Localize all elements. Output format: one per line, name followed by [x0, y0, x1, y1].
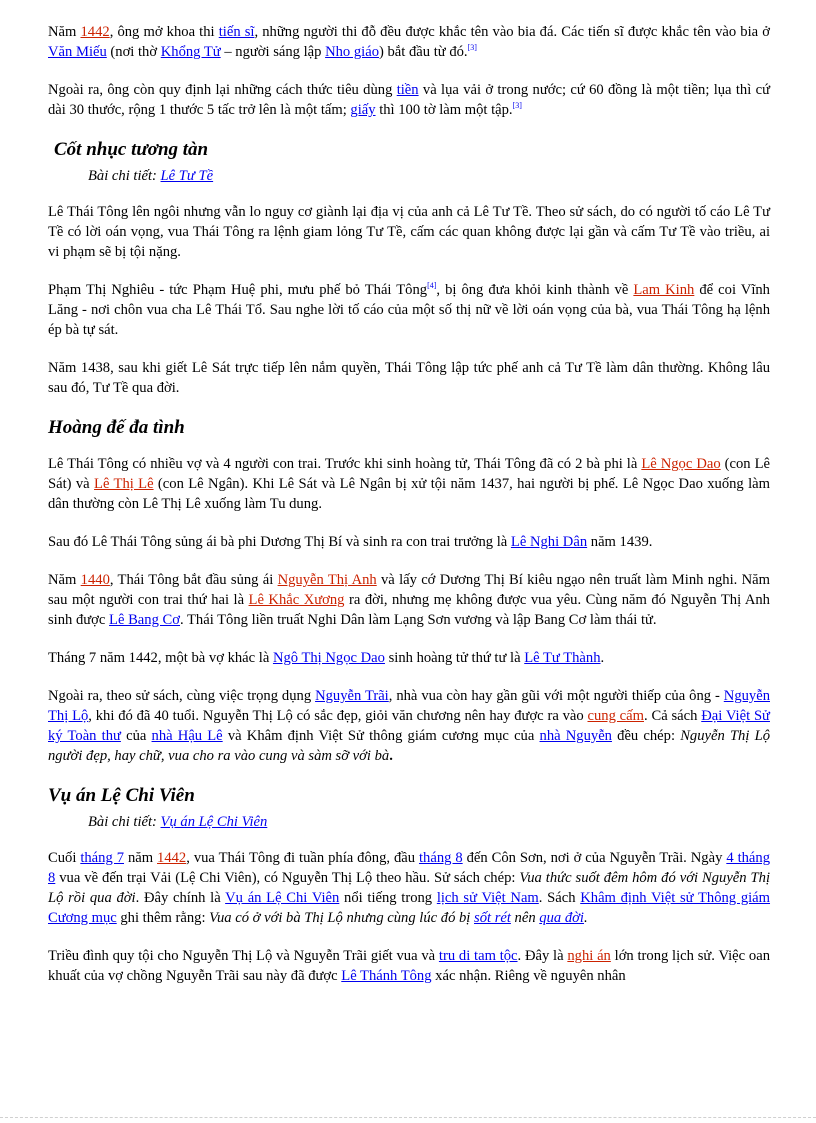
text: , ông mở khoa thi — [109, 24, 219, 40]
link-thang-7[interactable]: tháng 7 — [80, 850, 124, 866]
link-le-bang-co[interactable]: Lê Bang Cơ — [109, 612, 180, 628]
text: để coi Vĩnh Lăng - nơi chôn vua cha Lê Thái Tổ. Sau nghe lời tố cáo của một số thị nữ về lời oán vọng của bà, vua Thái Tông hạ lệnh ép bà tự sát. — [48, 282, 770, 338]
paragraph-tu-te: Lê Thái Tông lên ngôi nhưng vẫn lo nguy cơ giành lại địa vị của anh cả Lê Tư Tề. Theo sử sách, do có người tố cáo Lê Tư Tề có lời oán vọng, vua Thái Tông ra lệnh giam lỏng Tư Tề, cấm các quan không được lại gần và cấm Tư Tề vào triều, ai vi phạm sẽ bị tội nặng. — [48, 204, 770, 260]
detail-label: Bài chi tiết: — [88, 168, 161, 184]
link-nha-nguyen[interactable]: nhà Nguyễn — [539, 728, 612, 744]
quote: Nguyễn Thị Lộ người đẹp, hay chữ, vua cho ra vào cung và sàm sỡ với bà — [48, 728, 771, 764]
quote: . — [583, 910, 588, 926]
ref-link[interactable]: [4] — [427, 281, 437, 291]
text: đến Côn Sơn, nơi ở của Nguyễn Trãi. Ngày — [462, 850, 727, 866]
text: Cuối — [48, 850, 81, 866]
text: và Khâm định Việt Sử thông giám cương mục của — [222, 728, 540, 744]
quote: Vua thức suốt đêm hôm đó với Nguyễn Thị Lộ rồi qua đời — [48, 870, 771, 906]
text: , những người thi đỗ đều được khắc tên vào bia đá. Các tiến sĩ được khắc tên vào bia ở — [254, 24, 770, 40]
text: và lấy cớ Dương Thị Bí kiêu ngạo nên truất làm Minh nghi. Năm sau một người con trai thứ hai là — [48, 572, 770, 608]
paragraph-exam — [48, 22, 770, 62]
link-vu-an-le-chi-vien[interactable]: Vụ án Lệ Chi Viên — [160, 814, 268, 830]
link-giay[interactable]: giấy — [350, 102, 376, 118]
link-dai-viet-su-ky[interactable]: Đại Việt Sử ký Toàn thư — [48, 708, 770, 744]
ref-link[interactable]: [3] — [467, 43, 477, 53]
text: năm — [124, 850, 158, 866]
paragraph-currency — [48, 80, 770, 120]
text: ghi thêm rằng: — [116, 910, 210, 926]
text: , khi đó đã 40 tuổi. Nguyễn Thị Lộ có sắc đẹp, giỏi văn chương nên hay được ra vào — [88, 708, 588, 724]
text: Phạm Thị Nghiêu - tức Phạm Huệ phi, mưu phế bỏ Thái Tông — [48, 282, 428, 298]
link-cung-cam[interactable]: cung cấm — [587, 708, 644, 724]
text: Ngoài ra, theo sử sách, cùng việc trọng dụng — [48, 688, 316, 704]
link-nguyen-trai[interactable]: Nguyễn Trãi — [315, 688, 389, 704]
link-tien-si[interactable]: tiến sĩ — [218, 24, 255, 40]
text: . Cả sách — [644, 708, 702, 724]
link-thang-8[interactable]: tháng 8 — [418, 850, 463, 866]
link-nghi-an[interactable]: nghi án — [567, 948, 611, 964]
text: Năm — [48, 572, 81, 588]
text: – người sáng lập — [220, 44, 326, 60]
text: đều chép: — [611, 728, 681, 744]
link-tru-di-tam-toc[interactable]: tru di tam tộc — [438, 948, 518, 964]
text: năm 1439. — [587, 534, 653, 550]
link-4-thang-8[interactable]: 4 tháng 8 — [48, 850, 770, 886]
text: ) bắt đầu từ đó. — [379, 44, 468, 60]
paragraph-nghi-dan — [48, 532, 770, 552]
text: . Đây là — [517, 948, 568, 964]
link-le-thanh-tong[interactable]: Lê Thánh Tông — [341, 968, 432, 984]
text: , vua Thái Tông đi tuần phía đông, đầu — [186, 850, 419, 866]
text: lớn trong lịch sử. Việc oan khuất của vợ chồng Nguyễn Trãi sau này đã được — [48, 948, 770, 984]
detail-article-note — [88, 812, 770, 832]
text: thì 100 tờ làm một tập. — [375, 102, 513, 118]
link-le-tu-te[interactable]: Lê Tư Tề — [160, 168, 214, 184]
section-heading-cot-nhuc: Cốt nhục tương tàn — [54, 139, 209, 160]
detail-article-note — [88, 166, 770, 186]
text: Lê Thái Tông có nhiều vợ và 4 người con trai. Trước khi sinh hoàng tử, Thái Tông đã có 2 bà phi là — [48, 456, 642, 472]
link-1442[interactable]: 1442 — [157, 850, 187, 866]
link-khong-tu[interactable]: Khổng Tử — [160, 44, 221, 60]
page-bottom-divider — [0, 1117, 816, 1118]
link-vu-an-le-chi-vien[interactable]: Vụ án Lệ Chi Viên — [225, 890, 340, 906]
text: Tháng 7 năm 1442, một bà vợ khác là — [48, 650, 273, 666]
link-nguyen-thi-lo[interactable]: Nguyễn Thị Lộ — [48, 688, 770, 724]
text: (con Lê Sát) và — [48, 456, 770, 492]
link-ngo-thi-ngoc-dao[interactable]: Ngô Thị Ngọc Dao — [272, 650, 385, 666]
paragraph-le-tu-thanh — [48, 648, 770, 668]
paragraph-pham-thi-nghieu — [48, 280, 770, 340]
text: vua về đến trại Vải (Lệ Chi Viên), có Nguyễn Thị Lộ theo hầu. Sử sách chép: — [55, 870, 520, 886]
article-body — [48, 22, 770, 1004]
text: Triều đình quy tội cho Nguyễn Thị Lộ và Nguyễn Trãi giết vua và — [48, 948, 439, 964]
link-le-ngoc-dao[interactable]: Lê Ngọc Dao — [641, 456, 721, 472]
text: Ngoài ra, ông còn quy định lại những cách thức tiêu dùng — [48, 82, 397, 98]
section-heading-hoang-de: Hoàng đế đa tình — [48, 417, 185, 438]
text: Năm — [48, 24, 81, 40]
quote: Vua có ở với bà Thị Lộ nhưng cùng lúc đó bị — [209, 910, 475, 926]
link-nho-giao[interactable]: Nho giáo — [325, 44, 379, 60]
paragraph-1440 — [48, 570, 770, 630]
paragraph-nguyen-thi-lo — [48, 686, 770, 766]
text: , Thái Tông bắt đầu sủng ái — [109, 572, 278, 588]
paragraph-1438: Năm 1438, sau khi giết Lê Sát trực tiếp lên nắm quyền, Thái Tông lập tức phế anh cả Tư Tề làm dân thường. Không lâu sau đó, Tư Tề qua đời. — [48, 360, 770, 396]
text: , nhà vua còn hay gần gũi với một người thiếp của ông - — [388, 688, 724, 704]
link-lich-su-viet-nam[interactable]: lịch sử Việt Nam — [436, 890, 539, 906]
text: và lụa vải ở trong nước; cứ 60 đồng là một tiền; lụa thì cứ dài 30 thước, rộng 1 thước 5 tấc trở lên là một tấm; — [48, 82, 770, 118]
link-nguyen-thi-anh[interactable]: Nguyễn Thị Anh — [277, 572, 377, 588]
text: . Sách — [538, 890, 581, 906]
paragraph-wives — [48, 454, 770, 514]
text: . — [389, 748, 393, 764]
link-kham-dinh-viet-su[interactable]: Khâm định Việt sử Thông giám Cương mục — [48, 890, 771, 926]
quote: nên — [510, 910, 540, 926]
text: . Thái Tông liền truất Nghi Dân làm Lạng Sơn vương và lập Bang Cơ làm thái tử. — [179, 612, 657, 628]
text: xác nhận. Riêng về nguyên nhân — [431, 968, 626, 984]
link-nha-hau-le[interactable]: nhà Hậu Lê — [151, 728, 223, 744]
text: . Đây chính là — [135, 890, 226, 906]
link-van-mieu[interactable]: Văn Miếu — [48, 44, 107, 60]
paragraph-trieu-dinh — [48, 946, 770, 986]
section-heading-le-chi-vien: Vụ án Lệ Chi Viên — [48, 785, 195, 806]
ref-link[interactable]: [3] — [512, 101, 522, 111]
link-tien[interactable]: tiền — [396, 82, 419, 98]
paragraph-le-chi-vien — [48, 848, 770, 928]
link-le-khac-xuong[interactable]: Lê Khắc Xương — [248, 592, 345, 608]
link-le-thi-le[interactable]: Lê Thị Lê — [94, 476, 154, 492]
text: (con Lê Ngân). Khi Lê Sát và Lê Ngân bị xử tội năm 1437, hai người bị phế. Lê Ngọc Dao xuống làm dân thường còn Lê Thị Lê xuống làm Tu dung. — [48, 476, 770, 512]
text: sinh hoàng tử thứ tư là — [384, 650, 525, 666]
link-sot-ret[interactable]: sốt rét — [474, 910, 511, 926]
link-1440[interactable]: 1440 — [80, 572, 110, 588]
text: . — [600, 650, 605, 666]
text: (nơi thờ — [106, 44, 161, 60]
text: Sau đó Lê Thái Tông sủng ái bà phi Dương Thị Bí và sinh ra con trai trưởng là — [48, 534, 511, 550]
text: của — [120, 728, 152, 744]
link-le-nghi-dan[interactable]: Lê Nghi Dân — [510, 534, 588, 550]
link-qua-doi[interactable]: qua đời — [539, 910, 584, 926]
link-le-tu-thanh[interactable]: Lê Tư Thành — [524, 650, 601, 666]
text: , bị ông đưa khỏi kinh thành về — [436, 282, 634, 298]
text: ra đời, nhưng mẹ không được vua yêu. Cùng năm đó Nguyễn Thị Anh sinh được — [48, 592, 770, 628]
text: nổi tiếng trong — [339, 890, 437, 906]
detail-label: Bài chi tiết: — [88, 814, 161, 830]
link-1442[interactable]: 1442 — [80, 24, 110, 40]
link-lam-kinh[interactable]: Lam Kinh — [633, 282, 695, 298]
